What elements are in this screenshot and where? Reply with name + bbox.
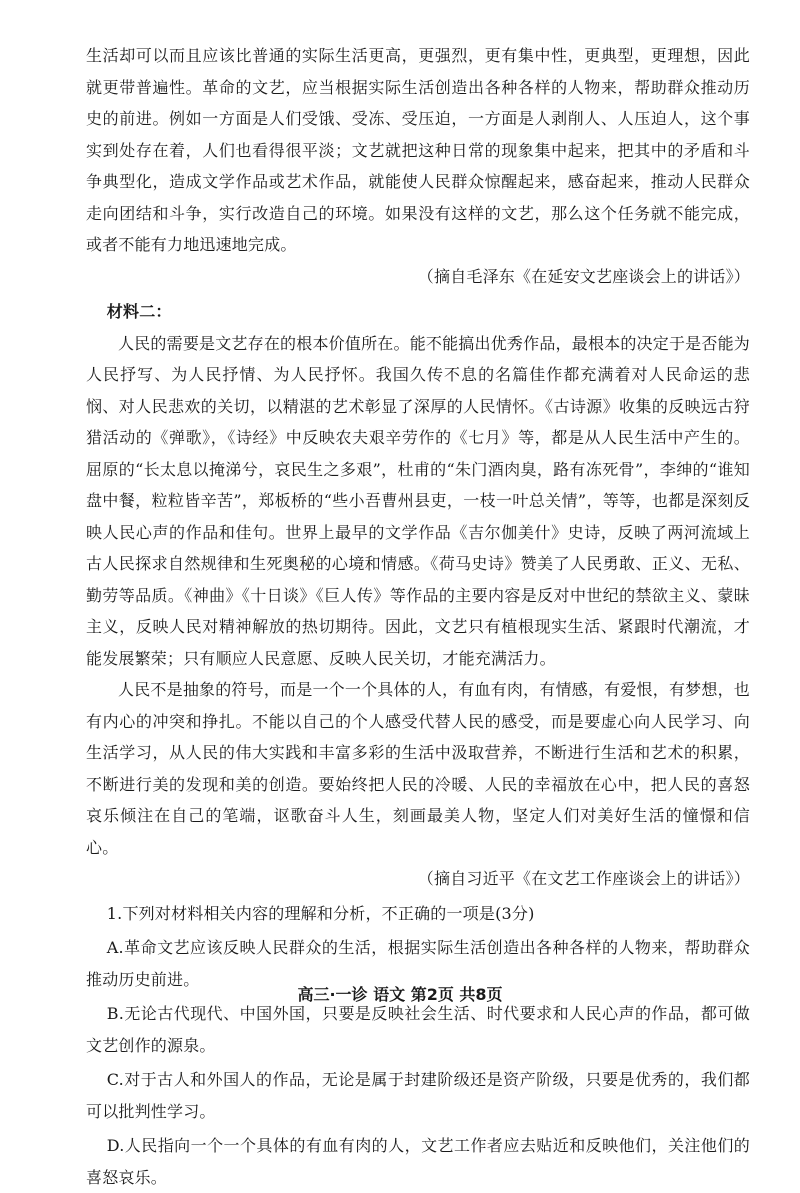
material-one-continuation: 生活却可以而且应该比普通的实际生活更高，更强烈，更有集中性，更典型，更理想，因此就更带普遍性。革命的文艺，应当根据实际生活创造出各种各样的人物来，帮助群众推动历史的前进。例如一方面是人们受饿、受冻、受压迫，一方面是人剥削人、人压迫人，这个事实到处存在着，人们也看得很平淡；文艺就把这种日常的现象集中起来，把其中的矛盾和斗争典型化，造成文学作品或艺术作品，就能使人民群众惊醒起来，感奋起来，推动人民群众走向团结和斗争，实行改造自己的环境。如果没有这样的文艺，那么这个任务就不能完成，或者不能有力地迅速地完成。 <box>86 46 750 254</box>
option-d: D.人民指向一个一个具体的有血有肉的人，文艺工作者应去贴近和反映他们，关注他们的喜怒哀乐。 <box>86 1136 750 1187</box>
page-footer: 高三·一诊 语文 第2页 共8页 <box>297 985 503 1004</box>
page-content <box>86 40 750 1193</box>
material-two-paragraph-1: 人民的需要是文艺存在的根本价值所在。能不能搞出优秀作品，最根本的决定于是否能为人民抒写、为人民抒情、为人民抒怀。我国久传不息的名篇佳作都充满着对人民命运的悲悯、对人民悲欢的关切，以精湛的艺术彰显了深厚的人民情怀。《古诗源》收集的反映远古狩猎活动的《弹歌》，《诗经》中反映农夫艰辛劳作的《七月》等，都是从人民生活中产生的。屈原的“长太息以掩涕兮，哀民生之多艰”，杜甫的“朱门酒肉臭，路有冻死骨”，李绅的“谁知盘中餐，粒粒皆辛苦”，郑板桥的“些小吾曹州县吏，一枝一叶总关情”，等等，也都是深刻反映人民心声的作品和佳句。世界上最早的文学作品《吉尔伽美什》史诗，反映了两河流域上古人民探求自然规律和生死奥秘的心境和情感。《荷马史诗》赞美了人民勇敢、正义、无私、勤劳等品质。《神曲》《十日谈》《巨人传》等作品的主要内容是反对中世纪的禁欲主义、蒙昧主义，反映人民对精神解放的热切期待。因此，文艺只有植根现实生活、紧跟时代潮流，才能发展繁荣；只有顺应人民意愿、反映人民关切，才能充满活力。 <box>86 333 750 668</box>
option-a: A.革命文艺应该反映人民群众的生活，根据实际生活创造出各种各样的人物来，帮助群众推动历史前进。 <box>86 938 750 989</box>
question-stem: 1.下列对材料相关内容的理解和分析，不正确的一项是(3分) <box>106 903 535 923</box>
material-one-source: （摘自毛泽东《在延安文艺座谈会上的讲话》） <box>417 266 750 286</box>
material-two-paragraph-2: 人民不是抽象的符号，而是一个一个具体的人，有血有肉，有情感，有爱恨，有梦想，也有内心的冲突和挣扎。不能以自己的个人感受代替人民的感受，而是要虚心向人民学习、向生活学习，从人民的伟大实践和丰富多彩的生活中汲取营养，不断进行生活和艺术的积累，不断进行美的发现和美的创造。要始终把人民的冷暖、人民的幸福放在心中，把人民的喜怒哀乐倾注在自己的笔端，讴歌奋斗人生，刻画最美人物，坚定人们对美好生活的憧憬和信心。 <box>86 680 750 857</box>
option-b: B.无论古代现代、中国外国，只要是反映社会生活、时代要求和人民心声的作品，都可做文艺创作的源泉。 <box>86 1004 750 1055</box>
option-c: C.对于古人和外国人的作品，无论是属于封建阶级还是资产阶级，只要是优秀的，我们都可以批判性学习。 <box>86 1070 750 1121</box>
material-two-title: 材料二： <box>106 302 172 321</box>
material-two-source: （摘自习近平《在文艺工作座谈会上的讲话》） <box>417 869 750 888</box>
